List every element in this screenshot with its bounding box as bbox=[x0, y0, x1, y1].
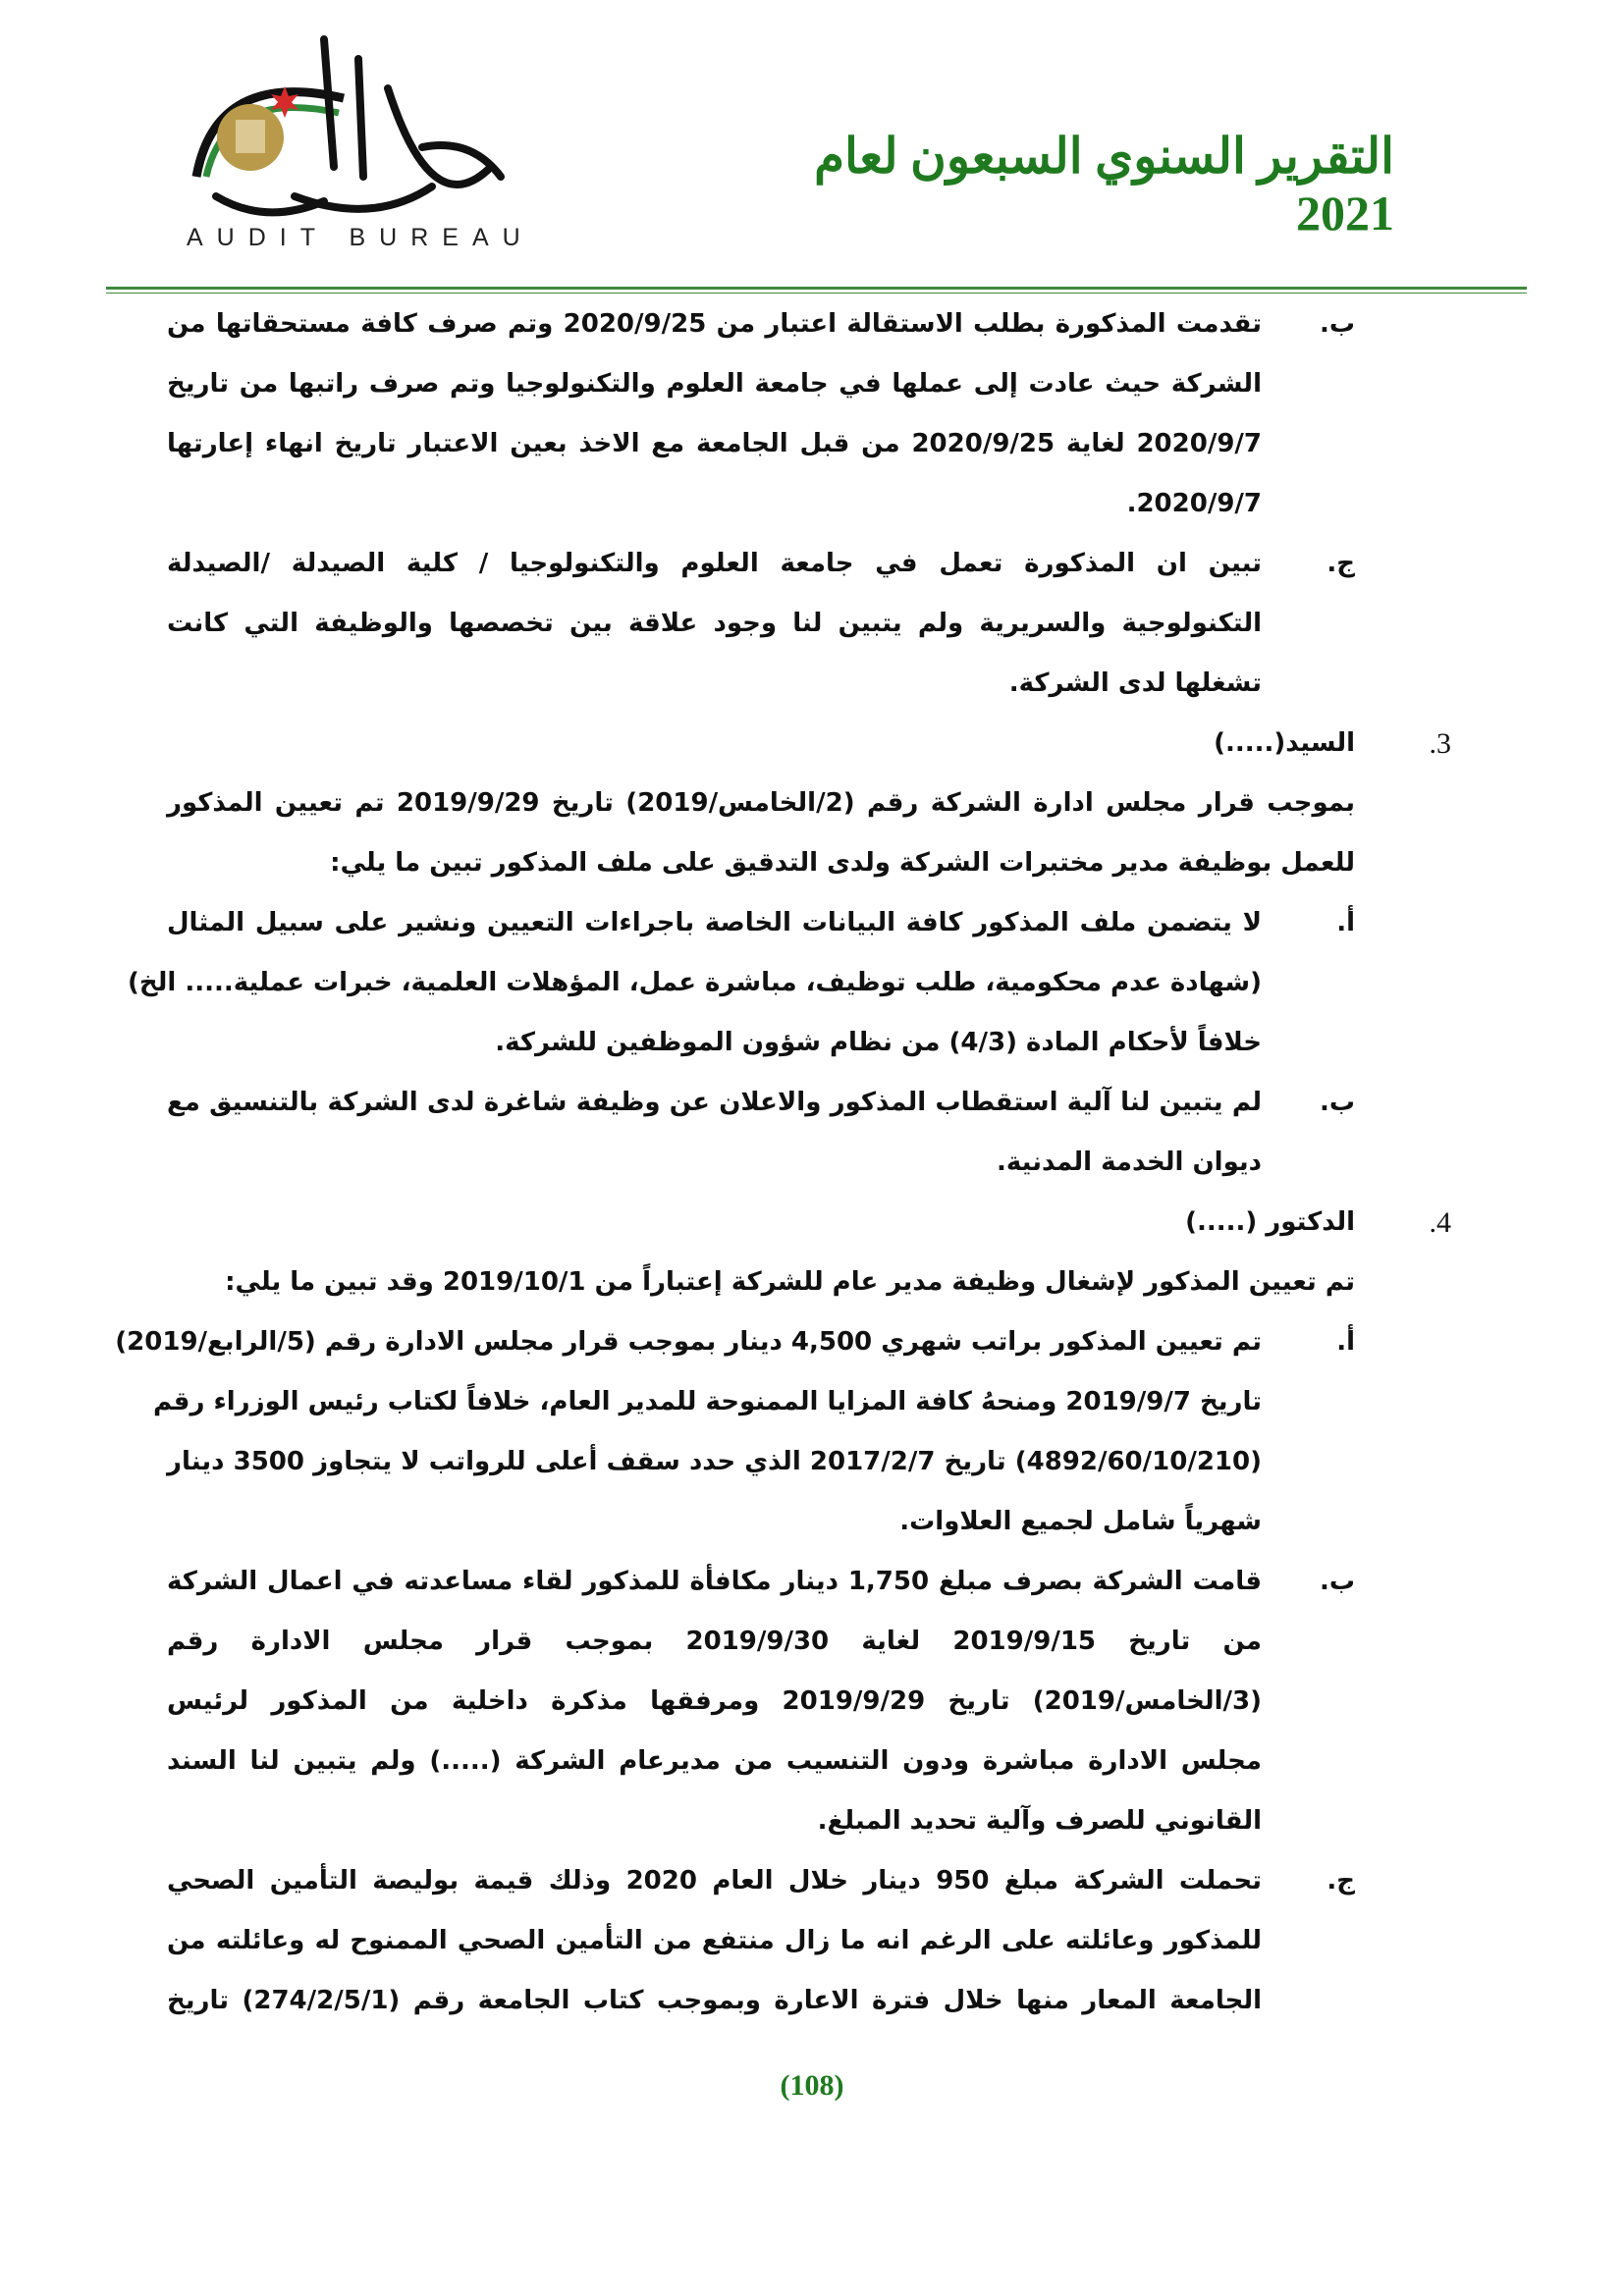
line-text: 2020/9/7 لغاية 2020/9/25 من قبل الجامعة مع الاخذ بعين الاعتبار تاريخ انهاء إعارتها bbox=[167, 429, 1262, 458]
paragraph-line bbox=[0, 1492, 1624, 1552]
list-marker: ج. bbox=[1326, 549, 1355, 578]
page-number: (108) bbox=[780, 2069, 844, 2102]
paragraph-line bbox=[0, 1851, 1624, 1911]
audit-bureau-logo bbox=[177, 29, 560, 255]
line-text: السيد(.....) bbox=[1214, 728, 1355, 758]
line-text: ديوان الخدمة المدنية. bbox=[996, 1148, 1262, 1177]
line-text: مجلس الادارة مباشرة ودون التنسيب من مديرعام الشركة (.....) ولم يتبين لنا السند bbox=[167, 1746, 1262, 1776]
line-text: (4892/60/10/210) تاريخ 2017/2/7 الذي حدد سقف أعلى للرواتب لا يتجاوز 3500 دينار bbox=[167, 1447, 1262, 1476]
paragraph-line bbox=[0, 1073, 1624, 1133]
paragraph-line bbox=[0, 1253, 1624, 1312]
line-text: الدكتور (.....) bbox=[1185, 1207, 1355, 1237]
line-text: تشغلها لدى الشركة. bbox=[1008, 668, 1262, 698]
paragraph-line bbox=[0, 1971, 1624, 2031]
paragraph-line bbox=[0, 1612, 1624, 1672]
list-marker: أ. bbox=[1336, 908, 1355, 937]
line-text: 2020/9/7. bbox=[1126, 489, 1262, 518]
paragraph-line bbox=[0, 1013, 1624, 1073]
header-divider bbox=[106, 287, 1527, 290]
paragraph-line bbox=[0, 1372, 1624, 1432]
list-marker: أ. bbox=[1336, 1327, 1355, 1357]
report-title: التقرير السنوي السبعون لعام 2021 bbox=[814, 129, 1394, 240]
line-text: (3/الخامس/2019) تاريخ 2019/9/29 ومرفقها مذكرة داخلية من المذكور لرئيس bbox=[167, 1686, 1262, 1716]
paragraph-line bbox=[0, 594, 1624, 654]
paragraph-line bbox=[0, 414, 1624, 474]
line-text: للعمل بوظيفة مدير مختبرات الشركة ولدى التدقيق على ملف المذكور تبين ما يلي: bbox=[330, 848, 1355, 878]
line-text: تقدمت المذكورة بطلب الاستقالة اعتبار من 2020/9/25 وتم صرف كافة مستحقاتها من bbox=[167, 309, 1262, 339]
line-text: الشركة حيث عادت إلى عملها في جامعة العلوم والتكنولوجيا وتم صرف راتبها من تاريخ bbox=[167, 369, 1262, 399]
header-divider-thin bbox=[106, 293, 1527, 294]
paragraph-line bbox=[0, 1732, 1624, 1791]
list-marker: ب. bbox=[1319, 1088, 1355, 1117]
line-text: من تاريخ 2019/9/15 لغاية 2019/9/30 بموجب قرار مجلس الادارة رقم bbox=[167, 1627, 1262, 1656]
line-text: تحملت الشركة مبلغ 950 دينار خلال العام 2020 وذلك قيمة بوليصة التأمين الصحي bbox=[167, 1866, 1262, 1896]
line-text: خلافاً لأحكام المادة (4/3) من نظام شؤون الموظفين للشركة. bbox=[495, 1028, 1262, 1057]
paragraph-line bbox=[0, 534, 1624, 594]
list-marker: 4. bbox=[1429, 1206, 1451, 1239]
paragraph-line bbox=[0, 1432, 1624, 1492]
paragraph-line bbox=[0, 1133, 1624, 1193]
paragraph-line bbox=[0, 833, 1624, 893]
line-text: بموجب قرار مجلس ادارة الشركة رقم (2/الخامس/2019) تاريخ 2019/9/29 تم تعيين المذكور bbox=[167, 788, 1355, 818]
paragraph-line bbox=[0, 893, 1624, 953]
paragraph-line bbox=[0, 1911, 1624, 1971]
list-marker: ب. bbox=[1319, 309, 1355, 339]
paragraph-line bbox=[0, 1312, 1624, 1372]
paragraph-line bbox=[0, 953, 1624, 1013]
list-marker: ج. bbox=[1326, 1866, 1355, 1896]
paragraph-line bbox=[0, 1552, 1624, 1612]
paragraph-line bbox=[0, 774, 1624, 833]
line-text: (شهادة عدم محكومية، طلب توظيف، مباشرة عمل، المؤهلات العلمية، خبرات عملية..... الخ) bbox=[128, 968, 1262, 997]
list-marker: 3. bbox=[1429, 727, 1451, 760]
line-text: تم تعيين المذكور براتب شهري 4,500 دينار بموجب قرار مجلس الادارة رقم (5/الرابع/2019) bbox=[115, 1327, 1262, 1357]
document-body bbox=[0, 294, 1624, 2031]
section-heading bbox=[0, 1193, 1624, 1253]
paragraph-line bbox=[0, 474, 1624, 534]
logo-caption: AUDIT BUREAU bbox=[187, 224, 534, 251]
line-text: لم يتبين لنا آلية استقطاب المذكور والاعلان عن وظيفة شاغرة لدى الشركة بالتنسيق مع bbox=[167, 1088, 1262, 1117]
paragraph-line bbox=[0, 354, 1624, 414]
list-marker: ب. bbox=[1319, 1567, 1355, 1596]
line-text: القانوني للصرف وآلية تحديد المبلغ. bbox=[817, 1806, 1262, 1836]
paragraph-line bbox=[0, 294, 1624, 354]
line-text: الجامعة المعار منها خلال فترة الاعارة وبموجب كتاب الجامعة رقم (274/2/5/1) تاريخ bbox=[167, 1986, 1262, 2015]
section-heading bbox=[0, 714, 1624, 774]
line-text: لا يتضمن ملف المذكور كافة البيانات الخاصة باجراءات التعيين ونشير على سبيل المثال bbox=[167, 908, 1262, 937]
line-text: تبين ان المذكورة تعمل في جامعة العلوم والتكنولوجيا / كلية الصيدلة /الصيدلة bbox=[167, 549, 1262, 578]
line-text: للمذكور وعائلته على الرغم انه ما زال منتفع من التأمين الصحي الممنوح له وعائلته من bbox=[167, 1926, 1262, 1955]
line-text: شهرياً شامل لجميع العلاوات. bbox=[899, 1507, 1262, 1536]
line-text: التكنولوجية والسريرية ولم يتبين لنا وجود علاقة بين تخصصها والوظيفة التي كانت bbox=[167, 609, 1262, 638]
line-text: تاريخ 2019/9/7 ومنحهُ كافة المزايا الممنوحة للمدير العام، خلافاً لكتاب رئيس الوزراء رقم bbox=[153, 1387, 1262, 1416]
paragraph-line bbox=[0, 1791, 1624, 1851]
line-text: قامت الشركة بصرف مبلغ 1,750 دينار مكافأة للمذكور لقاء مساعدته في اعمال الشركة bbox=[167, 1567, 1262, 1596]
line-text: تم تعيين المذكور لإشغال وظيفة مدير عام للشركة إعتباراً من 2019/10/1 وقد تبين ما يلي: bbox=[225, 1267, 1355, 1297]
paragraph-line bbox=[0, 654, 1624, 714]
paragraph-line bbox=[0, 1672, 1624, 1732]
